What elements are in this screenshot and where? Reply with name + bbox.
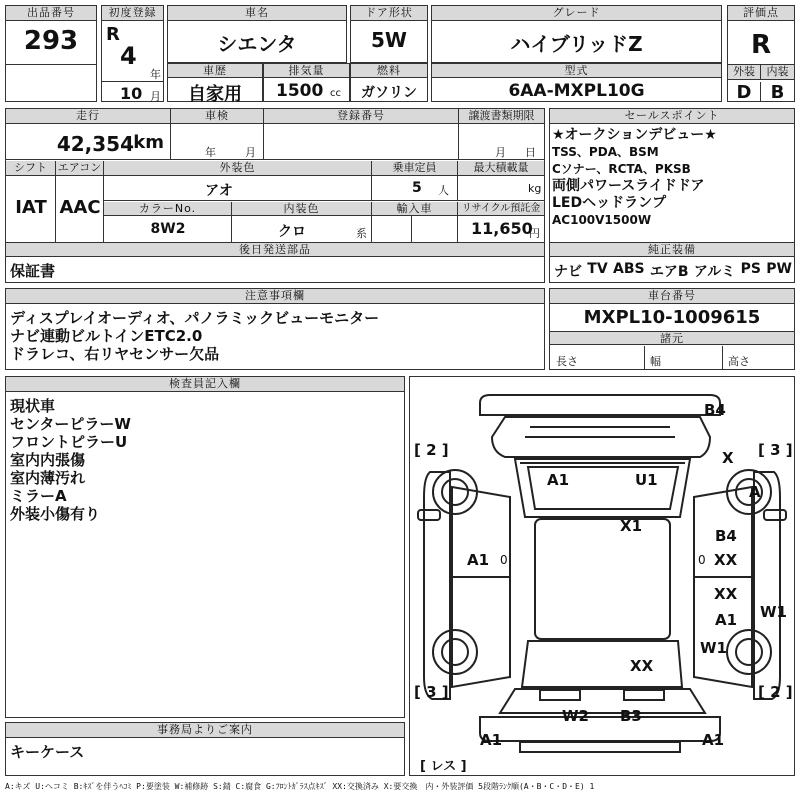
- note-line: ディスプレイオーディオ、パノラミックビューモニター: [10, 309, 380, 327]
- lot-number-label: 出品番号: [6, 6, 96, 21]
- divider: [231, 216, 232, 242]
- notes-list: [10, 309, 379, 363]
- displacement-value: 1500: [276, 81, 324, 101]
- equipment-item: ナビ: [554, 264, 582, 280]
- door-label: ドア形状: [351, 6, 427, 21]
- max-load-unit: kg: [528, 182, 542, 195]
- divider: [102, 81, 163, 82]
- sales-point-line: TSS、PDA、BSM: [552, 145, 659, 159]
- damage-mark: W1: [760, 603, 787, 621]
- car-diagram-box: [409, 376, 795, 776]
- inspection-year-unit: 年: [205, 146, 216, 159]
- ac-value: AAC: [59, 197, 101, 218]
- note-line: ナビ連動ビルトインETC2.0: [10, 327, 203, 345]
- max-load-cell: [458, 176, 544, 201]
- height-label: 高さ: [728, 355, 750, 368]
- year-value: 4: [120, 42, 137, 70]
- import-label: 輸入車: [372, 202, 458, 216]
- damage-mark: U1: [635, 471, 658, 489]
- capacity-unit: 人: [438, 184, 449, 197]
- length-label: 長さ: [556, 355, 578, 368]
- equipment-label: 純正装備: [550, 242, 794, 257]
- chassis-value: MXPL10-1009615: [583, 307, 761, 328]
- bracket-front-right: [ 3 ]: [758, 441, 793, 459]
- equipment-item: アルミ: [693, 264, 736, 280]
- ext-grade-value: D: [728, 82, 761, 101]
- grade-label: グレード: [432, 6, 721, 21]
- damage-mark: W1: [700, 639, 727, 657]
- bracket-rear-left: [ 3 ]: [414, 683, 449, 701]
- plate-cell: [264, 124, 459, 160]
- divider: [6, 64, 96, 65]
- equipment-item: PS: [740, 261, 761, 277]
- grade-box: [431, 5, 722, 63]
- transfer-day-unit: 日: [525, 146, 536, 159]
- grade-value: ハイブリッドZ: [510, 32, 643, 56]
- era-value: R: [106, 24, 120, 45]
- int-grade-value: B: [770, 82, 785, 103]
- displacement-label: 排気量: [264, 64, 349, 78]
- transfer-month-unit: 月: [495, 146, 506, 159]
- inspector-box: [5, 376, 405, 718]
- mileage-unit: km: [133, 132, 164, 153]
- small-mark: 0: [500, 553, 508, 567]
- history-box: [167, 63, 263, 105]
- notes-box: [5, 288, 545, 370]
- lot-number-value: 293: [23, 26, 79, 56]
- score-value: R: [750, 30, 772, 60]
- inspector-line: ミラーA: [10, 487, 67, 505]
- bracket-rear-bottom: [ レス ]: [420, 759, 467, 774]
- color-no-label: カラーNo.: [104, 202, 232, 216]
- sales-points-label: セールスポイント: [550, 109, 794, 124]
- note-line: ドラレコ、右リヤセンサー欠品: [10, 345, 220, 363]
- damage-mark: X: [722, 449, 734, 467]
- capacity-label: 乗車定員: [372, 161, 458, 176]
- model-value: 6AA-MXPL10G: [508, 81, 645, 101]
- inspector-line: 室内薄汚れ: [10, 469, 86, 487]
- bracket-front-left: [ 2 ]: [414, 441, 449, 459]
- sales-point-line: ★オークションデビュー★: [552, 127, 717, 143]
- int-grade-label: 内装: [761, 65, 794, 80]
- score-box: [727, 5, 795, 102]
- damage-mark: W2: [562, 707, 589, 725]
- damage-mark: B3: [620, 707, 642, 725]
- int-color-label: 内装色: [232, 202, 372, 216]
- inspector-line: 外装小傷有り: [10, 505, 101, 523]
- damage-mark: A: [749, 483, 761, 501]
- damage-mark: X1: [620, 517, 643, 535]
- chassis-box: [549, 288, 795, 370]
- damage-mark: B4: [715, 527, 737, 545]
- divider: [722, 346, 723, 369]
- fuel-label: 燃料: [351, 64, 427, 78]
- recycle-label: リサイクル預託金: [458, 202, 544, 216]
- displacement-box: [263, 63, 350, 102]
- office-label: 事務局よりご案内: [6, 723, 404, 738]
- damage-mark: XX: [714, 585, 738, 603]
- history-label: 車歴: [168, 64, 262, 78]
- mileage-value: 42,354: [56, 132, 134, 156]
- plate-label: 登録番号: [264, 109, 459, 124]
- legend-text: A:キズ U:ヘコミ B:ｷｽﾞを伴うﾍｺﾐ P:要塗装 W:補修跡 S:錆 C:腐食 G:ﾌﾛﾝﾄｶﾞﾗｽ点ｷｽﾞ XX:交換済み X:要交換 内・外装評価 5段階ﾗﾝｸ順(A・B・C・D・E) 1: [5, 782, 595, 791]
- capacity-value: 5: [412, 180, 422, 196]
- door-value: 5W: [371, 28, 407, 52]
- equipment-item: ABS: [612, 261, 645, 277]
- recycle-unit: 円: [529, 227, 540, 240]
- damage-mark: XX: [630, 657, 654, 675]
- office-box: [5, 722, 405, 776]
- int-color-value: クロ: [278, 224, 306, 240]
- divider: [371, 216, 372, 242]
- inspector-line: 現状車: [10, 397, 56, 415]
- ext-color-label: 外装色: [104, 161, 372, 176]
- sales-point-line: 両側パワースライドドア: [552, 178, 705, 194]
- sales-points-list: [552, 127, 792, 229]
- history-value: 自家用: [188, 84, 242, 105]
- shift-label: シフト: [6, 161, 56, 176]
- door-box: [350, 5, 428, 63]
- capacity-cell: [372, 176, 458, 201]
- fuel-value: ガソリン: [361, 85, 417, 101]
- divider: [55, 176, 56, 242]
- sales-point-line: LEDヘッドランプ: [552, 195, 667, 211]
- year-unit: 年: [150, 68, 161, 81]
- fuel-box: [350, 63, 428, 102]
- damage-mark: A1: [702, 731, 725, 749]
- sales-point-line: Cソナー、RCTA、PKSB: [552, 162, 691, 176]
- later-parts-label: 後日発送部品: [6, 242, 544, 257]
- first-registration-box: [101, 5, 164, 102]
- chassis-label: 車台番号: [550, 289, 794, 304]
- divider: [457, 216, 458, 242]
- color-no-value: 8W2: [150, 221, 186, 237]
- transfer-cell: [459, 124, 544, 160]
- width-label: 幅: [650, 355, 661, 368]
- divider: [644, 346, 645, 369]
- car-diagram-svg: [410, 377, 794, 775]
- car-name-box: [167, 5, 347, 63]
- ac-label: エアコン: [56, 161, 104, 176]
- first-registration-label: 初度登録: [102, 6, 163, 21]
- recycle-value: 11,650: [471, 219, 533, 238]
- divider: [411, 216, 412, 242]
- month-unit: 月: [150, 90, 161, 103]
- damage-mark: A1: [547, 471, 570, 489]
- damage-mark: A1: [715, 611, 738, 629]
- damage-mark: XX: [714, 551, 738, 569]
- bracket-rear-right: [ 2 ]: [758, 683, 793, 701]
- month-value: 10: [120, 84, 143, 103]
- damage-mark: B4: [704, 401, 726, 419]
- mileage-cell: [6, 124, 171, 160]
- inspector-line: センターピラーW: [10, 415, 131, 433]
- score-label: 評価点: [728, 6, 794, 21]
- car-name-value: シエンタ: [217, 32, 297, 56]
- equipment-list: [554, 261, 792, 281]
- transfer-label: 譲渡書類期限: [459, 109, 544, 124]
- sales-point-line: AC100V1500W: [552, 213, 652, 227]
- int-color-suffix: 系: [356, 227, 367, 240]
- shift-value: IAT: [15, 197, 47, 218]
- small-mark: 0: [698, 553, 706, 567]
- lot-number-box: [5, 5, 97, 102]
- mileage-label: 走行: [6, 109, 171, 124]
- ext-grade-label: 外装: [728, 65, 761, 80]
- office-value: キーケース: [10, 743, 85, 761]
- ext-color-value: アオ: [205, 183, 233, 199]
- inspection-month-unit: 月: [245, 146, 256, 159]
- dims-label: 諸元: [550, 331, 794, 345]
- inspector-list: [10, 397, 131, 523]
- damage-mark: A1: [467, 551, 490, 569]
- inspection-label: 車検: [171, 109, 264, 124]
- model-box: [431, 63, 722, 102]
- inspector-line: フロントピラーU: [10, 433, 128, 451]
- displacement-unit: cc: [330, 88, 341, 99]
- equipment-item: TV: [587, 261, 608, 277]
- model-label: 型式: [432, 64, 721, 78]
- inspector-label: 検査員記入欄: [6, 377, 404, 392]
- car-name-label: 車名: [168, 6, 346, 21]
- inspection-cell: [171, 124, 264, 160]
- damage-mark: A1: [480, 731, 503, 749]
- inspector-line: 室内内張傷: [10, 451, 86, 469]
- equipment-item: エアB: [649, 264, 689, 280]
- equipment-item: PW: [766, 261, 792, 277]
- sales-points-box: [549, 108, 795, 283]
- notes-label: 注意事項欄: [6, 289, 544, 304]
- max-load-label: 最大積載量: [458, 161, 544, 176]
- specs-box: [5, 108, 545, 283]
- later-parts-value: 保証書: [10, 262, 56, 280]
- ext-color-cell: [104, 176, 372, 201]
